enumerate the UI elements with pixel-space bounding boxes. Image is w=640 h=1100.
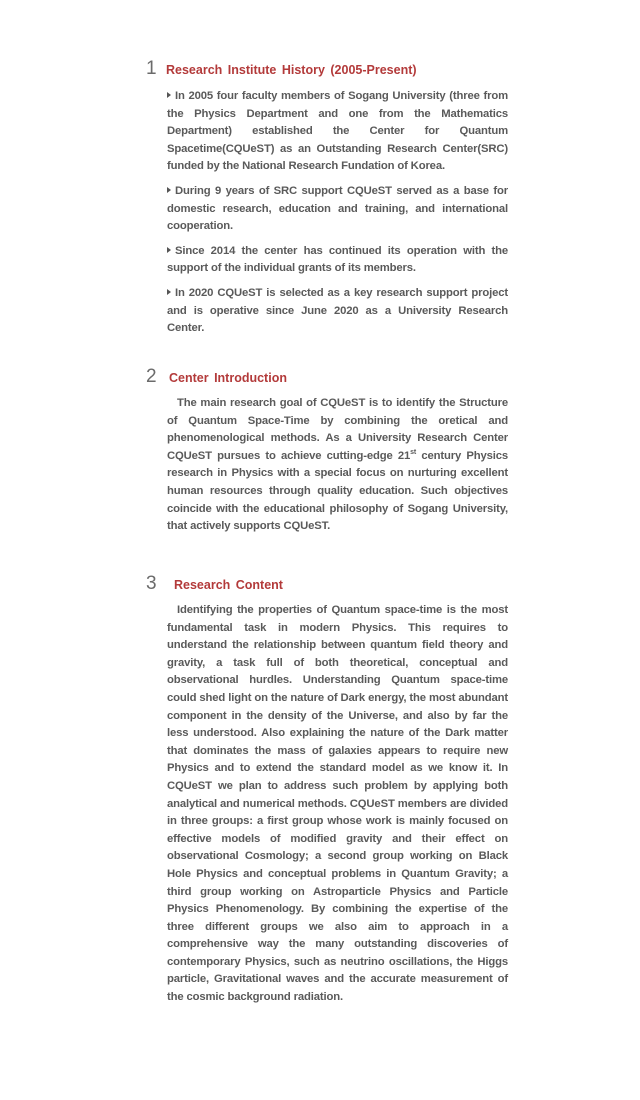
section-title: Research Institute History (2005-Present) — [166, 63, 417, 77]
intro-paragraph — [167, 395, 508, 536]
section-number: 1 — [146, 58, 157, 79]
bullet-item — [167, 285, 508, 338]
bullet-arrow-icon — [167, 247, 171, 253]
section-heading — [146, 58, 508, 82]
ordinal-suffix: st — [410, 449, 417, 457]
bullet-arrow-icon — [167, 92, 171, 98]
bullet-text: In 2020 CQUeST is selected as a key research support project and is operative since June 2020 as a University Research Center. — [167, 286, 508, 335]
bullet-text: In 2005 four faculty members of Sogang University (three from the Physics Department and one from the Mathematics Department) established the Center for Quantum Spacetime(CQUeST) as an Outstanding Research Center(SRC) funded by the National Research Fundation of Korea. — [167, 90, 508, 173]
section-history — [146, 58, 508, 345]
section-number: 3 — [146, 573, 157, 594]
section-body — [167, 395, 508, 536]
section-research-content — [146, 573, 508, 1007]
section-introduction — [146, 366, 508, 536]
section-body — [167, 88, 508, 338]
section-number: 2 — [146, 366, 157, 387]
bullet-text: Since 2014 the center has continued its operation with the support of the individual grants of its members. — [167, 244, 508, 275]
section-body — [167, 602, 508, 1007]
section-title: Research Content — [174, 578, 283, 592]
section-heading — [146, 573, 508, 597]
intro-text-part2: century Physics research in Physics with a special focus on nurturing excellent human resources through quality education. Such objectives coincide with the educational philosophy of Sogang University, that actively supports CQUeST. — [167, 449, 508, 533]
bullet-arrow-icon — [167, 289, 171, 295]
intro-text-part1: The main research goal of CQUeST is to identify the Structure of Quantum Space-Time by combining the oretical and phenomenological methods. As a University Research Center CQUeST pursues to achieve cutting-edge 21 — [167, 397, 508, 462]
section-heading — [146, 366, 508, 390]
bullet-item — [167, 243, 508, 278]
bullet-arrow-icon — [167, 187, 171, 193]
bullet-item — [167, 183, 508, 236]
bullet-item — [167, 88, 508, 176]
research-paragraph: Identifying the properties of Quantum space-time is the most fundamental task in modern Physics. This requires to understand the relationship between quantum field theory and gravity, a task full of both theoretical, conceptual and observational hurdles. Understanding Quantum space-time could shed light on the nature of Dark energy, the most abundant component in the density of the Universe, and also by far the less understood. Also explaining the nature of the Dark matter that dominates the mass of galaxies appears to require new Physics and to extend the standard model as we know it. In CQUeST we plan to address such problem by applying both analytical and numerical methods. CQUeST members are divided in three groups: a first group whose work is mainly focused on effective models of modified gravity and their effect on observational Cosmology; a second group working on Black Hole Physics and conceptual problems in Quantum Gravity; a third group working on Astroparticle Physics and Particle Physics Phenomenology. By combining the expertise of the three different groups we also aim to approach in a comprehensive way the many outstanding discoveries of contemporary Physics, such as neutrino oscillations, the Higgs particle, Gravitational waves and the accurate measurement of the cosmic background radiation. — [167, 604, 508, 1004]
bullet-text: During 9 years of SRC support CQUeST served as a base for domestic research, education and training, and international cooperation. — [167, 184, 508, 233]
section-title: Center Introduction — [169, 371, 287, 385]
